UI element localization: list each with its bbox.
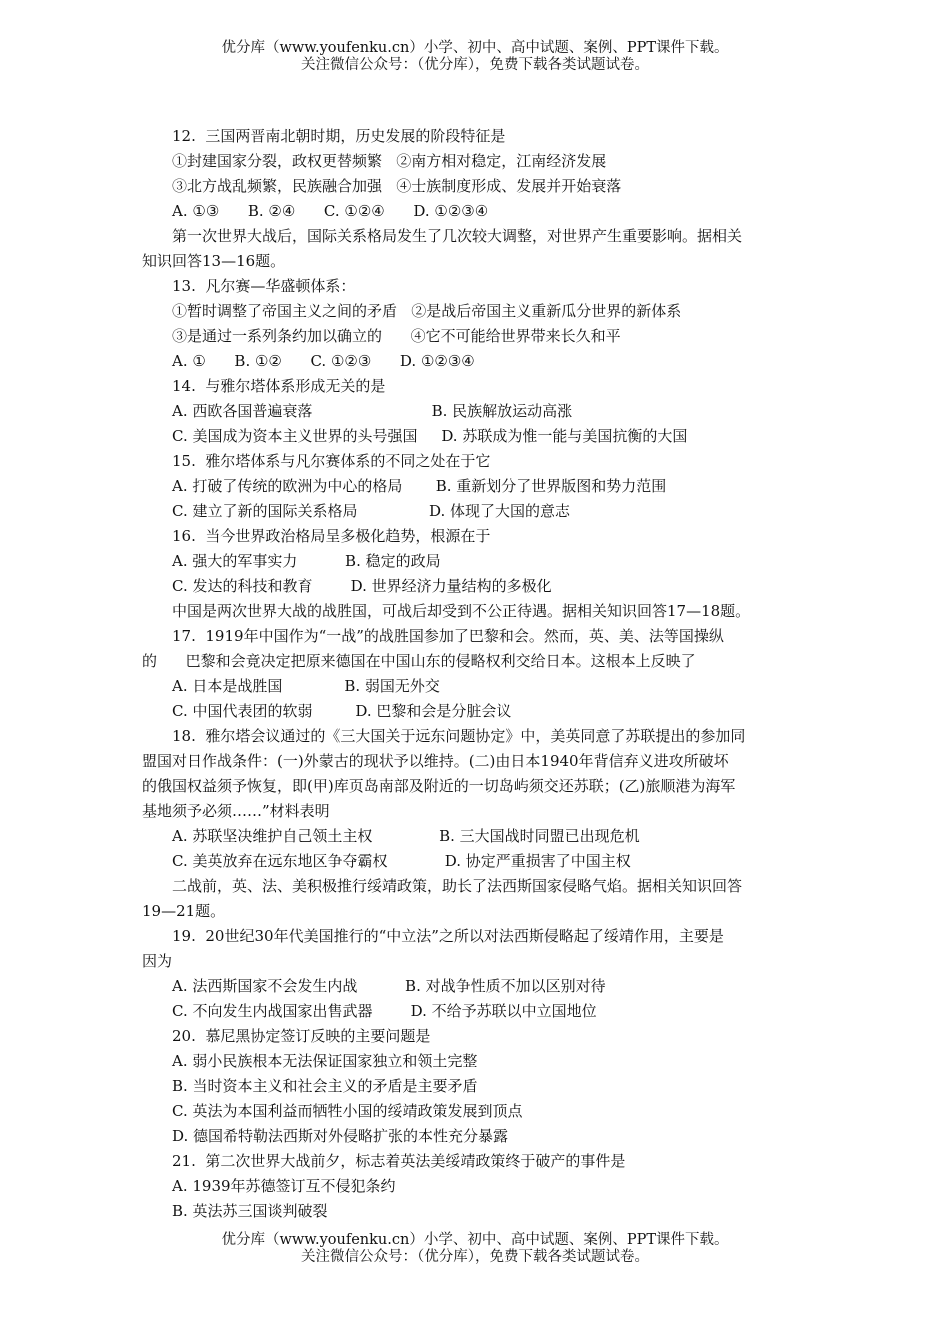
text-line: 基地须予必须……”材料表明: [142, 802, 330, 820]
text-line: A. 弱小民族根本无法保证国家独立和领土完整: [172, 1052, 478, 1070]
text-line: 19. 20世纪30年代美国推行的“中立法”之所以对法西斯侵略起了绥靖作用，主要是: [172, 927, 724, 945]
text-line: B. 英法苏三国谈判破裂: [172, 1202, 328, 1220]
text-line: A. 打破了传统的欧洲为中心的格局 B. 重新划分了世界版图和势力范围: [172, 477, 667, 495]
text-line: 因为: [142, 952, 173, 970]
text-line: 19—21题。: [142, 902, 226, 920]
text-line: 17. 1919年中国作为“一战”的战胜国参加了巴黎和会。然而，英、美、法等国操纵: [172, 627, 724, 645]
text-line: 知识回答13—16题。: [142, 252, 286, 270]
footer-line-1: 优分库（www.youfenku.cn）小学、初中、高中试题、案例、PPT课件下载。: [221, 1232, 729, 1248]
text-line: 21. 第二次世界大战前夕，标志着英法美绥靖政策终于破产的事件是: [172, 1152, 626, 1170]
page-footer: [0, 1232, 950, 1266]
text-line: A. 法西斯国家不会发生内战 B. 对战争性质不加以区别对待: [172, 977, 606, 995]
text-line: C. 英法为本国利益而牺牲小国的绥靖政策发展到顶点: [172, 1102, 523, 1120]
text-line: A. ① B. ①② C. ①②③ D. ①②③④: [172, 352, 475, 370]
text-line: 二战前，英、法、美积极推行绥靖政策，助长了法西斯国家侵略气焰。据相关知识回答: [172, 877, 743, 895]
text-line: 12. 三国两晋南北朝时期，历史发展的阶段特征是: [172, 127, 506, 145]
text-line: 13. 凡尔赛—华盛顿体系：: [172, 277, 356, 295]
text-line: A. 日本是战胜国 B. 弱国无外交: [172, 677, 440, 695]
text-line: 第一次世界大战后，国际关系格局发生了几次较大调整，对世界产生重要影响。据相关: [172, 227, 743, 245]
text-line: A. ①③ B. ②④ C. ①②④ D. ①②③④: [172, 202, 489, 220]
text-line: A. 西欧各国普遍衰落 B. 民族解放运动高涨: [172, 402, 573, 420]
page-header: [0, 40, 950, 74]
text-line: 15. 雅尔塔体系与凡尔赛体系的不同之处在于它: [172, 452, 491, 470]
text-line: C. 中国代表团的软弱 D. 巴黎和会是分脏会议: [172, 702, 512, 720]
text-line: C. 美国成为资本主义世界的头号强国 D. 苏联成为惟一能与美国抗衡的大国: [172, 427, 688, 445]
text-line: ③北方战乱频繁，民族融合加强 ④士族制度形成、发展并开始衰落: [172, 177, 622, 195]
text-line: C. 发达的科技和教育 D. 世界经济力量结构的多极化: [172, 577, 552, 595]
text-line: 14. 与雅尔塔体系形成无关的是: [172, 377, 386, 395]
text-line: ①暂时调整了帝国主义之间的矛盾 ②是战后帝国主义重新瓜分世界的新体系: [172, 302, 682, 320]
text-line: A. 1939年苏德签订互不侵犯条约: [172, 1177, 396, 1195]
footer-line-2: 关注微信公众号：（优分库），免费下载各类试题试卷。: [301, 1249, 649, 1265]
text-line: 盟国对日作战条件：(一)外蒙古的现状予以维持。(二)由日本1940年背信弃义进攻所破坏: [142, 752, 729, 770]
text-line: C. 不向发生内战国家出售武器 D. 不给予苏联以中立国地位: [172, 1002, 597, 1020]
text-line: A. 强大的军事实力 B. 稳定的政局: [172, 552, 441, 570]
text-line: D. 德国希特勒法西斯对外侵略扩张的本性充分暴露: [172, 1127, 509, 1145]
text-line: 的 巴黎和会竟决定把原来德国在中国山东的侵略权利交给日本。这根本上反映了: [142, 652, 696, 670]
text-line: 的俄国权益须予恢复，即(甲)库页岛南部及附近的一切岛屿须交还苏联；(乙)旅顺港为海军: [142, 777, 736, 795]
text-line: B. 当时资本主义和社会主义的矛盾是主要矛盾: [172, 1077, 478, 1095]
header-line-2: 关注微信公众号：（优分库），免费下载各类试题试卷。: [301, 57, 649, 73]
text-line: 中国是两次世界大战的战胜国，可战后却受到不公正待遇。据相关知识回答17—18题。: [172, 602, 751, 620]
text-line: 16. 当今世界政治格局呈多极化趋势，根源在于: [172, 527, 491, 545]
text-line: ③是通过一系列条约加以确立的 ④它不可能给世界带来长久和平: [172, 327, 621, 345]
text-line: 20. 慕尼黑协定签订反映的主要问题是: [172, 1027, 431, 1045]
text-line: A. 苏联坚决维护自己领土主权 B. 三大国战时同盟已出现危机: [172, 827, 640, 845]
header-line-1: 优分库（www.youfenku.cn）小学、初中、高中试题、案例、PPT课件下载。: [221, 40, 729, 56]
text-line: ①封建国家分裂，政权更替频繁 ②南方相对稳定，江南经济发展: [172, 152, 607, 170]
exam-content: [142, 124, 822, 1224]
text-line: C. 美英放弃在远东地区争夺霸权 D. 协定严重损害了中国主权: [172, 852, 631, 870]
text-line: 18. 雅尔塔会议通过的《三大国关于远东问题协定》中，美英同意了苏联提出的参加同: [172, 727, 746, 745]
text-line: C. 建立了新的国际关系格局 D. 体现了大国的意志: [172, 502, 571, 520]
